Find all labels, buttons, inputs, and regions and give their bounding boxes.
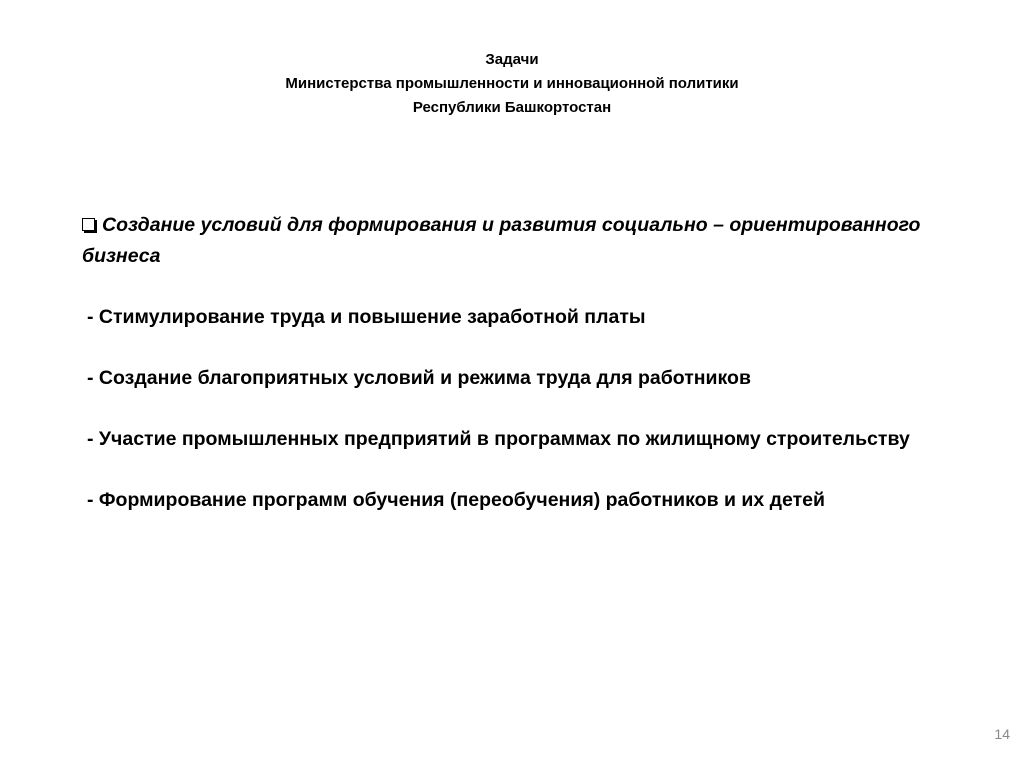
section-heading — [82, 210, 982, 272]
task-text-4: - Формирование программ обучения (переобучения) работников и их детей — [87, 489, 825, 511]
page-number: 14 — [994, 726, 1010, 742]
task-item — [82, 302, 982, 333]
task-item — [82, 363, 982, 394]
task-text-2: - Создание благоприятных условий и режима труда для работников — [87, 367, 751, 389]
checkbox-bullet-icon — [82, 218, 95, 231]
title-line-1: Задачи — [485, 51, 539, 68]
task-text-1: - Стимулирование труда и повышение заработной платы — [87, 306, 646, 328]
section-heading-text: Создание условий для формирования и развития социально – ориентированного бизнеса — [82, 214, 921, 267]
title-line-3: Республики Башкортостан — [412, 99, 612, 116]
title-line-2: Министерства промышленности и инновационной политики — [285, 75, 739, 92]
task-text-3: - Участие промышленных предприятий в программах по жилищному строительству — [87, 428, 910, 450]
slide-title — [0, 48, 1024, 120]
slide-content — [82, 210, 982, 546]
task-item — [82, 424, 982, 455]
task-item — [82, 485, 982, 516]
